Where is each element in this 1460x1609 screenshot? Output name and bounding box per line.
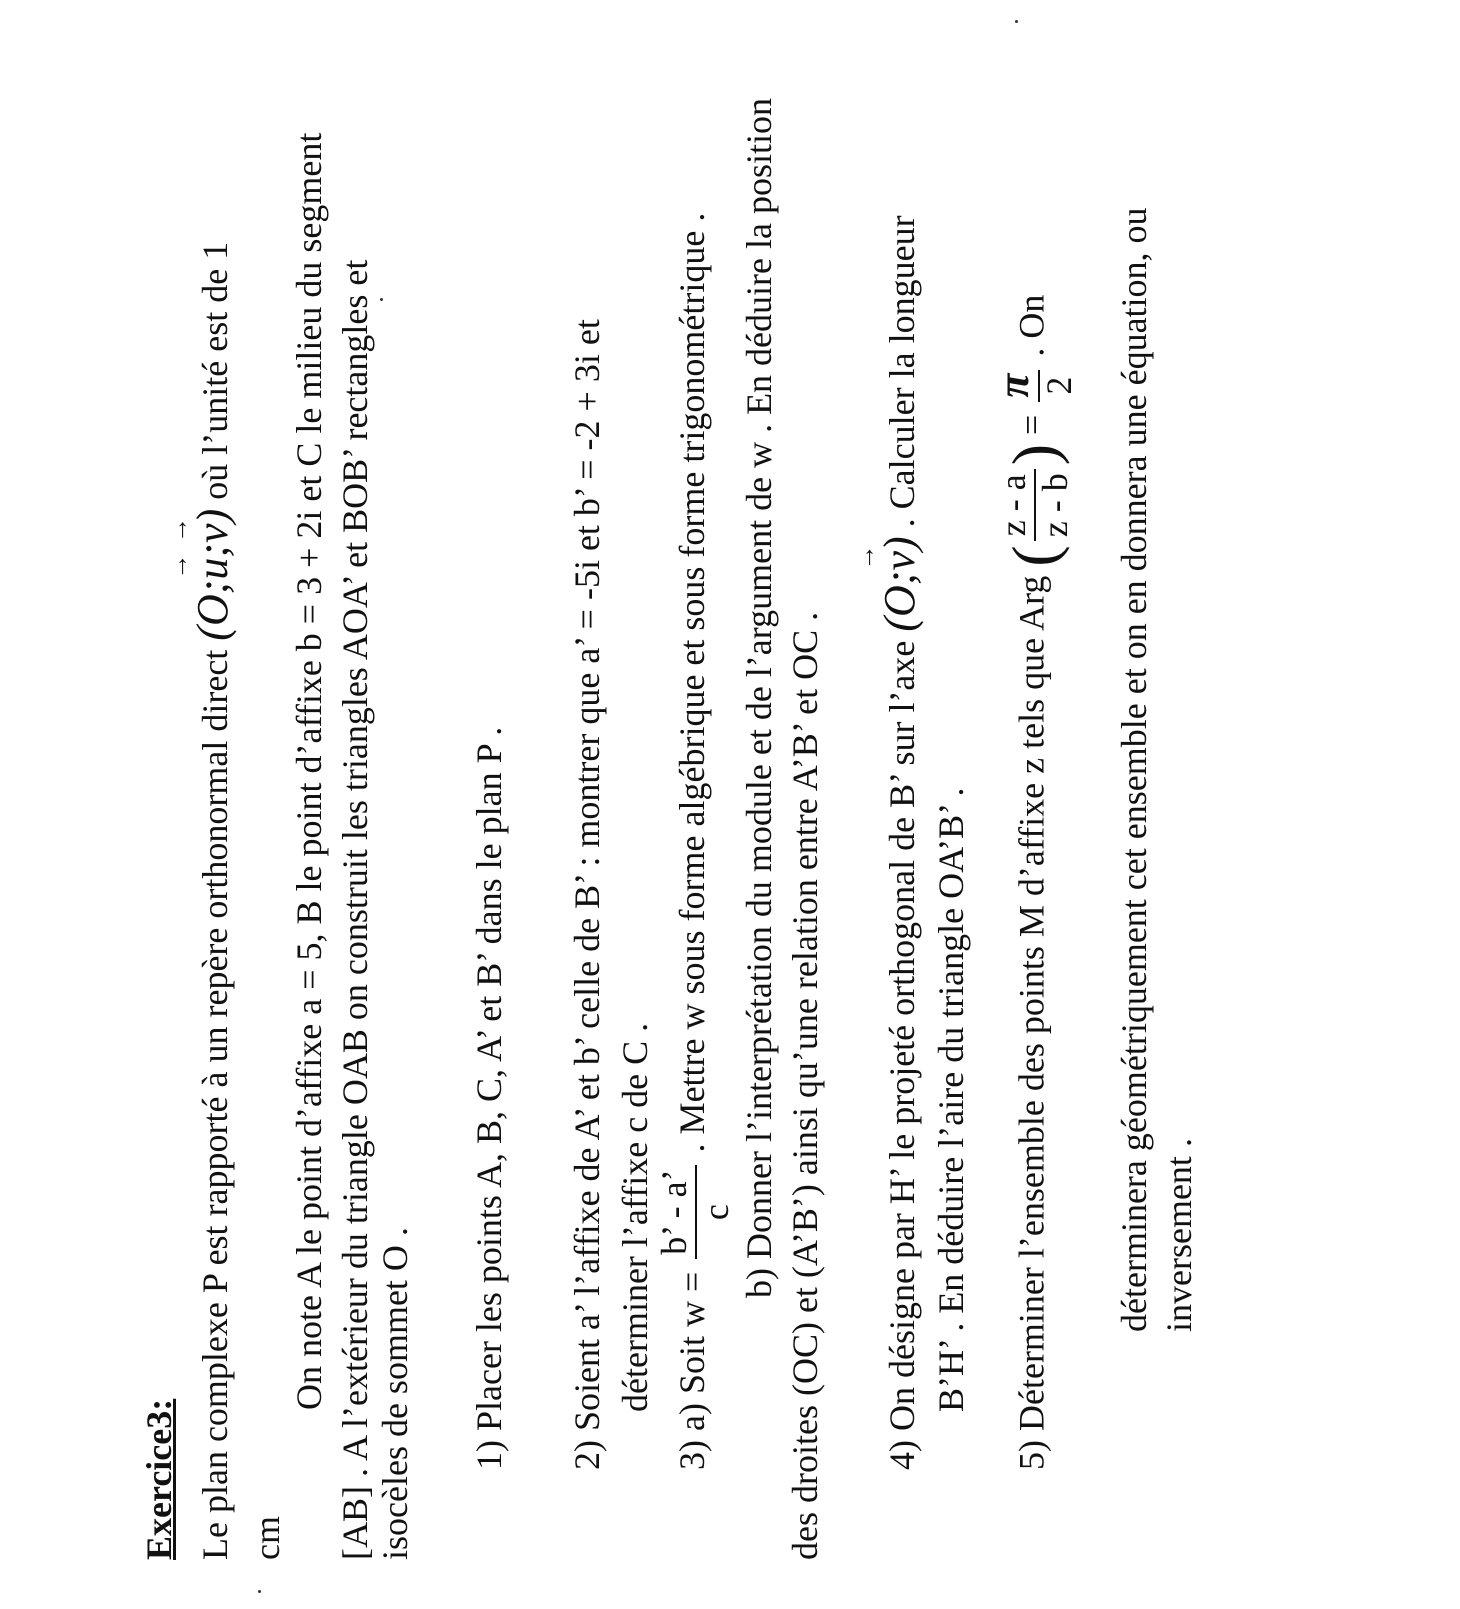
question-3a-suffix: . Mettre w sous forme algébrique et sous forme trigonométrique .	[671, 212, 712, 1162]
question-4-end: . Calculer la longueur	[882, 215, 922, 537]
intro-line-1	[183, 242, 242, 1560]
scan-speck	[380, 298, 383, 301]
repere-origin: O	[188, 594, 237, 627]
scan-speck	[258, 1590, 261, 1593]
question-5-start: 5) Déterminer l’ensemble des points M d’affixe z tels que Arg	[1011, 566, 1052, 1470]
right-parenthesis: )	[998, 443, 1070, 466]
axe-notation: (O;→ v)	[875, 536, 924, 631]
repere-notation: (O;→ u;→ v)	[188, 509, 237, 641]
fraction-arg-denominator: z - b	[1035, 473, 1075, 538]
axe-origin: O	[875, 585, 924, 617]
intro-paragraph2-line-1: On note A le point d’affixe a = 5, B le point d’affixe b = 3 + 2i et C le milieu du segment	[289, 132, 329, 1410]
question-2-line-1: 2) Soient a’ l’affixe de A’ et b’ celle de B’ : montrer que a’ = -5i et b’ = -2 + 3i et	[567, 319, 607, 1470]
fraction-pi-over-2	[990, 370, 1080, 402]
intro-line-2: cm	[247, 1516, 287, 1560]
fraction-pi-denominator: 2	[1039, 376, 1080, 395]
question-5-end: . On	[1011, 294, 1052, 366]
fraction-w	[655, 1165, 736, 1258]
question-4-line-1	[870, 215, 929, 1470]
question-3a-prefix: 3) a) Soit w =	[671, 1262, 712, 1470]
scan-speck	[1015, 20, 1018, 23]
question-2-line-2: déterminer l’affixe c de C .	[615, 1022, 655, 1412]
question-3b-line-2: des droites (OC) et (A’B’) ainsi qu’une relation entre A’B’ et OC .	[785, 611, 825, 1560]
question-4-start: 4) On désigne par H’ le projeté orthogonal de B’ sur l’axe	[882, 631, 922, 1470]
fraction-arg	[994, 469, 1075, 541]
question-5-line-3: inversement .	[1159, 1138, 1199, 1332]
fraction-w-numerator: b’ - a’	[655, 1165, 697, 1258]
question-3b-line-1: b) Donner l’interprétation du module et de l’argument de w . En déduire la position	[739, 97, 779, 1298]
intro-line-1-start: Le plan complexe P est rapporté à un repère orthonormal direct	[195, 640, 235, 1560]
question-5-line-2: déterminera géométriquement cet ensemble et on en donnera une équation, ou	[1114, 207, 1154, 1332]
question-5-line-1	[990, 295, 1080, 1470]
equals-sign: =	[1011, 405, 1052, 444]
exercise-title: Exercice3:	[139, 1398, 179, 1560]
question-1: 1) Placer les points A, B, C, A’ et B’ dans le plan P .	[469, 726, 509, 1470]
intro-paragraph2-line-2: [AB] . A l’extérieur du triangle OAB on construit les triangles AOA’ et BOB’ rectangles et	[335, 259, 375, 1560]
intro-paragraph2-line-3: isocèles de sommet O .	[375, 1227, 415, 1560]
question-3a-line	[655, 213, 736, 1470]
pi-symbol: π	[990, 370, 1040, 402]
left-parenthesis: (	[998, 545, 1070, 567]
fraction-arg-numerator: z - a	[994, 469, 1036, 541]
rotated-exercise-text	[135, 60, 1255, 1560]
axe-vector-v: → v	[870, 551, 929, 571]
question-4-line-2: B’H’ . En déduire l’aire du triangle OA’B’ .	[931, 787, 971, 1412]
vector-u: → u	[183, 558, 242, 580]
fraction-w-denominator: c	[695, 1204, 736, 1221]
intro-line-1-end: où l’unité est de 1	[195, 241, 235, 509]
vector-v: → v	[183, 523, 242, 543]
